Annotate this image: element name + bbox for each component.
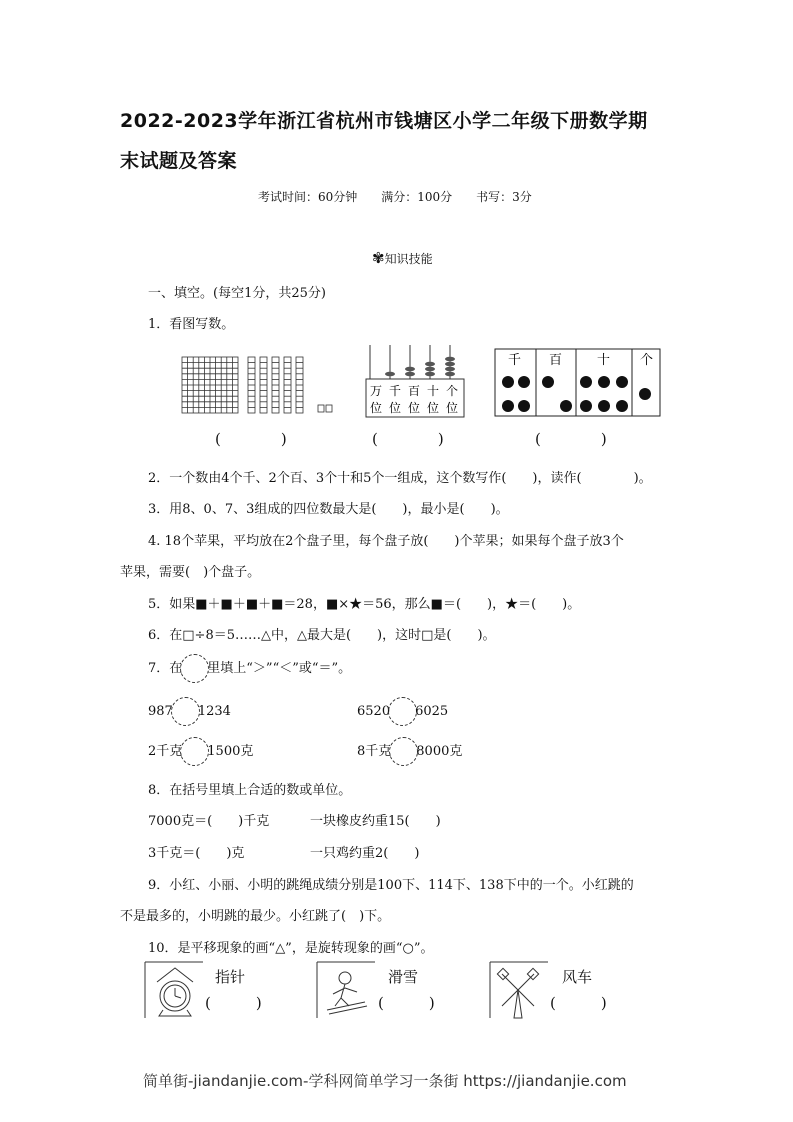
q10-answer-2[interactable]: ( ) bbox=[378, 994, 435, 1012]
q10-label-1: 指针 bbox=[215, 968, 246, 986]
abacus-bead bbox=[445, 362, 455, 367]
compare-circle[interactable] bbox=[171, 697, 200, 726]
abacus-bead bbox=[445, 367, 455, 372]
q6-text: 6．在□÷8＝5……△中，△最大是( )，这时□是( )。 bbox=[148, 628, 496, 643]
compare-circle[interactable] bbox=[180, 737, 209, 766]
base-ten-blocks-figure bbox=[180, 355, 340, 417]
compare-circle[interactable] bbox=[389, 737, 418, 766]
abacus-bead bbox=[405, 372, 415, 377]
q7-item-2 bbox=[357, 697, 448, 726]
ten-rods bbox=[248, 357, 303, 413]
abacus-bead bbox=[385, 372, 395, 377]
abacus-label: 位 bbox=[389, 401, 402, 415]
q7-text bbox=[148, 654, 351, 683]
abacus-label: 位 bbox=[446, 401, 459, 415]
abacus-bead bbox=[425, 367, 435, 372]
compare-circle[interactable] bbox=[388, 697, 417, 726]
q4-text-line2: 苹果，需要( )个盘子。 bbox=[120, 565, 261, 580]
table-header: 个 bbox=[640, 353, 654, 368]
table-header: 千 bbox=[508, 353, 522, 368]
abacus-label: 千 bbox=[389, 384, 402, 398]
q8-item-2: 一块橡皮约重15( ) bbox=[310, 814, 441, 829]
q7-left: 8千克 bbox=[357, 744, 392, 759]
q1-answer-2[interactable]: ( ) bbox=[372, 430, 444, 448]
q4-text-line1: 4. 18个苹果，平均放在2个盘子里，每个盘子放( )个苹果；如果每个盘子放3个 bbox=[148, 534, 624, 549]
unit-cubes bbox=[318, 405, 332, 412]
q8-item-3: 3千克＝( )克 bbox=[148, 846, 245, 861]
q10-answer-1[interactable]: ( ) bbox=[205, 994, 262, 1012]
abacus-label: 百 bbox=[408, 384, 421, 398]
abacus-label: 个 bbox=[446, 384, 459, 398]
compare-circle-icon bbox=[180, 654, 209, 683]
q7-right: 1234 bbox=[197, 704, 231, 719]
hundred-flat-block bbox=[182, 357, 238, 413]
flower-icon: ✾ bbox=[372, 249, 385, 267]
q7-left: 987 bbox=[148, 704, 173, 719]
section-heading-label: 知识技能 bbox=[384, 252, 433, 266]
q1-answer-3[interactable]: ( ) bbox=[535, 430, 607, 448]
q7-right: 8000克 bbox=[416, 744, 463, 759]
q7-right: 1500克 bbox=[207, 744, 254, 759]
abacus-bead bbox=[445, 357, 455, 362]
table-header: 十 bbox=[597, 353, 611, 368]
q9-text-line2: 不是最多的，小明跳的最少。小红跳了( )下。 bbox=[120, 909, 391, 924]
abacus-bead bbox=[405, 367, 415, 372]
q1-answer-1[interactable]: ( ) bbox=[215, 430, 287, 448]
q7-item-3 bbox=[148, 737, 253, 766]
q2-text: 2．一个数由4个千、2个百、3个十和5个一组成，这个数写作( )，读作( )。 bbox=[148, 471, 652, 486]
abacus-bead bbox=[445, 372, 455, 377]
q10-answer-3[interactable]: ( ) bbox=[550, 994, 607, 1012]
q7-left: 2千克 bbox=[148, 744, 183, 759]
q8-text: 8．在括号里填上合适的数或单位。 bbox=[148, 783, 352, 798]
footer-watermark: 简单街-jiandanjie.com-学科网简单学习一条街 https://jiandanjie.com bbox=[143, 1072, 627, 1090]
q9-text-line1: 9．小红、小丽、小明的跳绳成绩分别是100下、114下、138下中的一个。小红跳的 bbox=[148, 878, 634, 893]
q7-item-1 bbox=[148, 697, 231, 726]
doc-title-line2: 末试题及答案 bbox=[120, 150, 238, 172]
abacus-bead bbox=[425, 372, 435, 377]
part1-heading: 一、填空。(每空1分，共25分) bbox=[148, 286, 326, 301]
abacus-bead bbox=[425, 362, 435, 367]
abacus-label: 十 bbox=[427, 384, 440, 398]
q7-right: 6025 bbox=[415, 704, 449, 719]
q7-item-4 bbox=[357, 737, 462, 766]
abacus-figure bbox=[364, 343, 468, 419]
skier-icon bbox=[315, 960, 377, 1020]
q10-text: 10．是平移现象的画“△”，是旋转现象的画“○”。 bbox=[148, 941, 434, 956]
abacus-label: 位 bbox=[408, 401, 421, 415]
abacus-label: 位 bbox=[427, 401, 440, 415]
abacus-label: 万 bbox=[370, 384, 383, 398]
q8-item-4: 一只鸡约重2( ) bbox=[310, 846, 420, 861]
q5-text: 5．如果■＋■＋■＋■＝28，■×★＝56，那么■＝( )，★＝( )。 bbox=[148, 597, 581, 612]
section-heading bbox=[372, 249, 433, 267]
abacus-label: 位 bbox=[370, 401, 383, 415]
q10-label-2: 滑雪 bbox=[388, 968, 419, 986]
q8-item-1: 7000克＝( )千克 bbox=[148, 814, 270, 829]
counting-table-figure bbox=[494, 348, 662, 418]
windmill-icon bbox=[488, 960, 550, 1020]
q10-label-3: 风车 bbox=[562, 968, 593, 986]
doc-title-line1: 2022-2023学年浙江省杭州市钱塘区小学二年级下册数学期 bbox=[120, 110, 648, 132]
q7-post: 里填上“＞”“＜”或“＝”。 bbox=[207, 661, 352, 676]
table-header: 百 bbox=[549, 353, 563, 368]
exam-info: 考试时间：60分钟 满分：100分 书写：3分 bbox=[258, 190, 532, 204]
clock-icon bbox=[143, 960, 205, 1020]
q7-left: 6520 bbox=[357, 704, 391, 719]
q3-text: 3．用8、0、7、3组成的四位数最大是( )，最小是( )。 bbox=[148, 502, 509, 517]
q7-pre: 7．在 bbox=[148, 661, 183, 676]
q1-text: 1．看图写数。 bbox=[148, 317, 235, 332]
